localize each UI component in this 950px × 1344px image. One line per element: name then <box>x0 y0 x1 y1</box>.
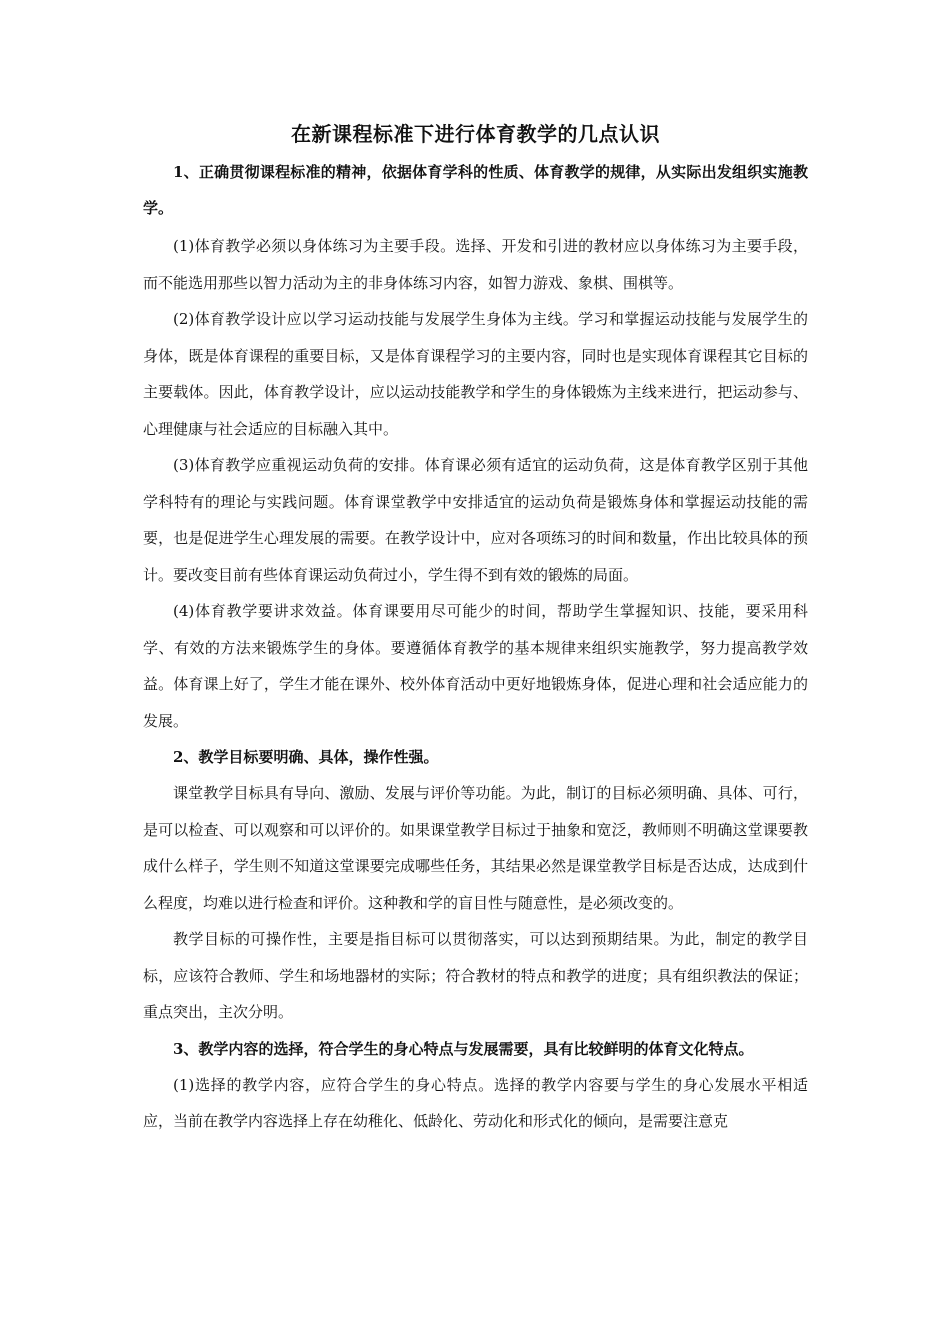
section-heading-2: 2、教学目标要明确、具体，操作性强。 <box>173 748 439 766</box>
paragraph: 课堂教学目标具有导向、激励、发展与评价等功能。为此，制订的目标必须明确、具体、可行，是可以检查、可以观察和可以评价的。如果课堂教学目标过于抽象和宽泛，教师则不明确这堂课要教成什么样子，学生则不知道这堂课要完成哪些任务，其结果必然是课堂教学目标是否达成，达成到什么程度，均难以进行检查和评价。这种教和学的盲目性与随意性，是必须改变的。 <box>143 784 808 912</box>
section-heading-3: 3、教学内容的选择，符合学生的身心特点与发展需要，具有比较鲜明的体育文化特点。 <box>173 1039 754 1058</box>
paragraph: (1)体育教学必须以身体练习为主要手段。选择、开发和引进的教材应以身体练习为主要手段，而不能选用那些以智力活动为主的非身体练习内容，如智力游戏、象棋、围棋等。 <box>143 237 808 292</box>
paragraph: (3)体育教学应重视运动负荷的安排。体育课必须有适宜的运动负荷，这是体育教学区别于其他学科特有的理论与实践问题。体育课堂教学中安排适宜的运动负荷是锻炼身体和掌握运动技能的需要，也是促进学生心理发展的需要。在教学设计中，应对各项练习的时间和数量，作出比较具体的预计。要改变目前有些体育课运动负荷过小，学生得不到有效的锻炼的局面。 <box>143 456 808 584</box>
paragraph: (4)体育教学要讲求效益。体育课要用尽可能少的时间，帮助学生掌握知识、技能，要采用科学、有效的方法来锻炼学生的身体。要遵循体育教学的基本规律来组织实施教学，努力提高教学效益。体育课上好了，学生才能在课外、校外体育活动中更好地锻炼身体，促进心理和社会适应能力的发展。 <box>143 602 808 730</box>
document-title: 在新课程标准下进行体育教学的几点认识 <box>291 122 660 146</box>
section-heading-1: 1、正确贯彻课程标准的精神，依据体育学科的性质、体育教学的规律，从实际出发组织实施教学。 <box>143 163 808 217</box>
paragraph: (2)体育教学设计应以学习运动技能与发展学生身体为主线。学习和掌握运动技能与发展学生的身体，既是体育课程的重要目标，又是体育课程学习的主要内容，同时也是实现体育课程其它目标的主要载体。因此，体育教学设计，应以运动技能教学和学生的身体锻炼为主线来进行，把运动参与、心理健康与社会适应的目标融入其中。 <box>143 310 808 438</box>
paragraph: 教学目标的可操作性，主要是指目标可以贯彻落实，可以达到预期结果。为此，制定的教学目标，应该符合教师、学生和场地器材的实际；符合教材的特点和教学的进度；具有组织教法的保证；重点突出，主次分明。 <box>143 930 808 1021</box>
paragraph: (1)选择的教学内容，应符合学生的身心特点。选择的教学内容要与学生的身心发展水平相适应，当前在教学内容选择上存在幼稚化、低龄化、劳动化和形式化的倾向，是需要注意克 <box>143 1075 808 1130</box>
document-body <box>143 118 808 1140</box>
